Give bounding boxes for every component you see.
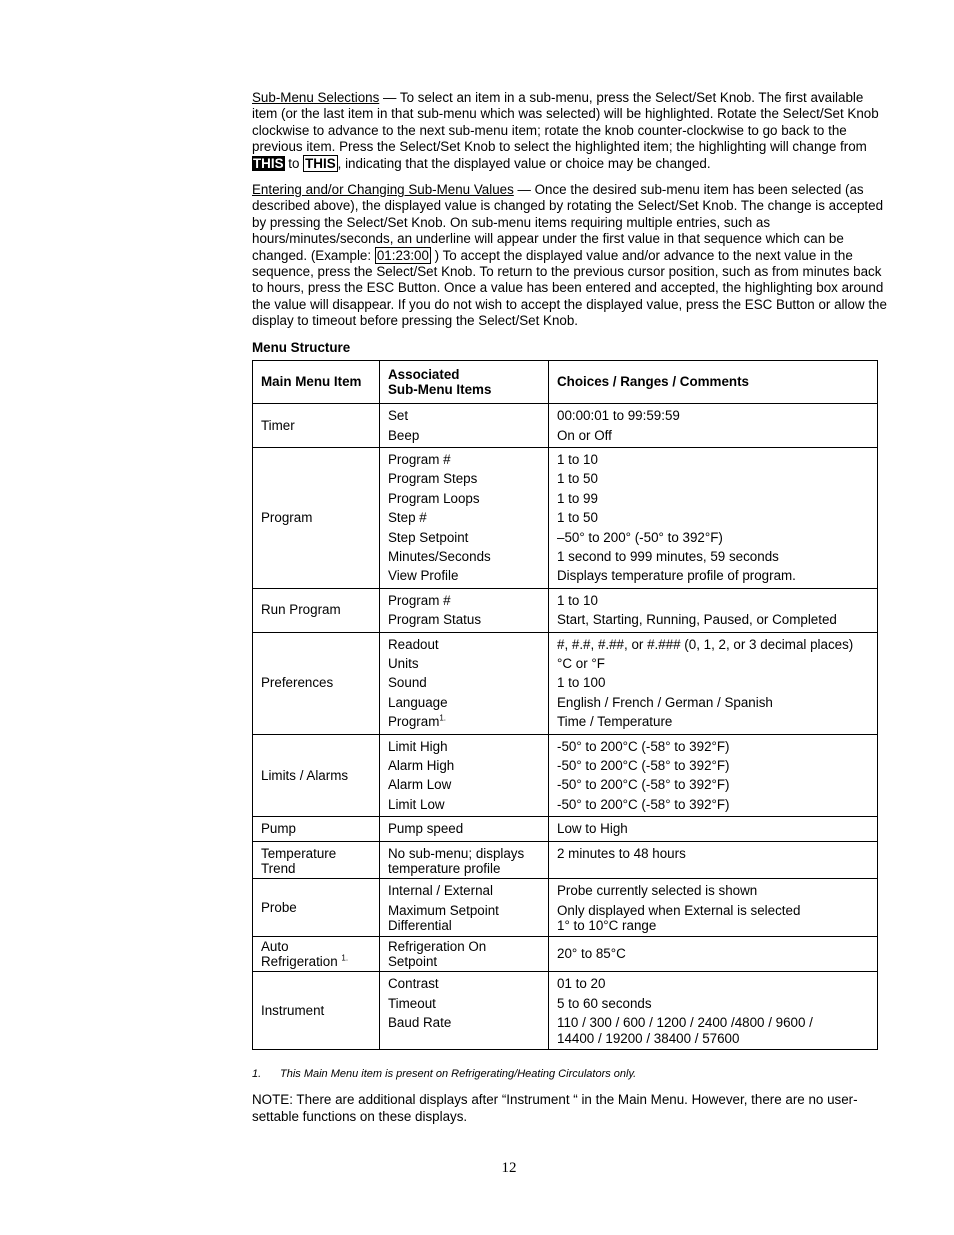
sub-items-program: Program # Program Steps Program Loops Step # Step Setpoint Minutes/Seconds View Profile: [380, 447, 549, 588]
choices-pump: Low to High: [549, 817, 878, 841]
note-paragraph: NOTE: There are additional displays after “Instrument “ in the Main Menu. However, there are no user-settable functions on these displays.: [252, 1092, 858, 1124]
sub-items-temperature-trend: No sub-menu; displays temperature profile: [380, 841, 549, 879]
table-row-program: [253, 447, 878, 588]
sub-items-pump: Pump speed: [380, 817, 549, 841]
header-main-menu-item: Main Menu Item: [253, 361, 380, 404]
choices-instrument: 01 to 20 5 to 60 seconds 110 / 300 / 600 / 1200 / 2400 /4800 / 9600 / 14400 / 19200 / 38400 / 57600: [549, 972, 878, 1049]
footnote-marker: 1.: [341, 953, 349, 963]
page-number: 12: [501, 1160, 517, 1176]
table-header-row: [253, 361, 878, 404]
sub-items-probe: Internal / External Maximum Setpoint Differential: [380, 879, 549, 936]
main-item-temperature-trend: Temperature Trend: [253, 841, 380, 879]
table-row-timer: [253, 404, 878, 448]
main-item-pump: Pump: [253, 817, 380, 841]
table-row-instrument: [253, 972, 878, 1049]
header-sub-menu-items: Associated Sub-Menu Items: [380, 361, 549, 404]
footnote-marker: 1.: [439, 713, 447, 723]
this-inverse-example: THIS: [253, 155, 284, 171]
sub-menu-selections-paragraph: Sub-Menu Selections — To select an item in a sub-menu, press the Select/Set Knob. The first available item (or the last item in that sub-menu which was selected) will be highlighted. Rotate the Select/Set Knob clockwise to advance to the next sub-menu item; rotate the knob counter-clockwise to go back to the previous item. Press the Select/Set Knob to select the highlighted item; the highlighting will change from THIS to THIS , indicating that the displayed value or choice may be changed.: [252, 90, 879, 171]
footnote: 1. This Main Menu item is present on Refrigerating/Heating Circulators only.: [252, 1067, 637, 1080]
main-item-probe: Probe: [253, 879, 380, 936]
table-row-limits-alarms: [253, 734, 878, 817]
sub-items-preferences: Readout Units Sound Language Program$^{1.}$: [380, 632, 549, 734]
table-row-temperature-trend: [253, 841, 878, 879]
sub-items-run-program: Program # Program Status: [380, 588, 549, 632]
choices-preferences: #, #.#, #.##, or #.### (0, 1, 2, or 3 decimal places) °C or °F 1 to 100 English / French / German / Spanish Time / Temperature: [549, 632, 878, 734]
main-item-run-program: Run Program: [253, 588, 380, 632]
main-item-timer: Timer: [253, 404, 380, 448]
sub-items-instrument: Contrast Timeout Baud Rate: [380, 972, 549, 1049]
choices-limits-alarms: -50° to 200°C (-58° to 392°F) -50° to 200°C (-58° to 392°F) -50° to 200°C (-58° to 392°F) -50° to 200°C (-58° to 392°F): [549, 734, 878, 817]
main-item-auto-refrigeration: Auto Refrigeration $^{1.}$: [253, 936, 380, 972]
menu-structure-table: [252, 360, 878, 1050]
sub-items-auto-refrigeration: Refrigeration On Setpoint: [380, 936, 549, 972]
sub-menu-selections-heading: Sub-Menu Selections: [252, 90, 380, 105]
table-row-auto-refrigeration: [253, 936, 878, 972]
time-example-box: 01:23:00: [376, 247, 429, 263]
table-row-preferences: [253, 632, 878, 734]
choices-probe: Probe currently selected is shown Only displayed when External is selected 1° to 10°C range: [549, 879, 878, 936]
main-item-limits-alarms: Limits / Alarms: [253, 734, 380, 817]
header-choices: Choices / Ranges / Comments: [549, 361, 878, 404]
choices-timer: 00:00:01 to 99:59:59 On or Off: [549, 404, 878, 448]
main-item-instrument: Instrument: [253, 972, 380, 1049]
this-boxed-example: THIS: [305, 155, 336, 171]
sub-items-limits-alarms: Limit High Alarm High Alarm Low Limit Low: [380, 734, 549, 817]
sub-items-timer: Set Beep: [380, 404, 549, 448]
table-row-pump: [253, 817, 878, 841]
main-item-preferences: Preferences: [253, 632, 380, 734]
choices-temperature-trend: 2 minutes to 48 hours: [549, 841, 878, 879]
choices-program: 1 to 10 1 to 50 1 to 99 1 to 50 –50° to 200° (-50° to 392°F) 1 second to 999 minutes, 59 seconds Displays temperature profile of program.: [549, 447, 878, 588]
choices-run-program: 1 to 10 Start, Starting, Running, Paused, or Completed: [549, 588, 878, 632]
entering-values-heading: Entering and/or Changing Sub-Menu Values: [252, 182, 514, 198]
main-item-program: Program: [253, 447, 380, 588]
page-content: [252, 90, 890, 1135]
entering-values-paragraph: Entering and/or Changing Sub-Menu Values — Once the desired sub-menu item has been selected (as described above), the displayed value is changed by rotating the Select/Set Knob. The change is accepted by pressing the Select/Set Knob. On sub-menu items requiring multiple entries, such as hours/minutes/seconds, an underline will appear under the first value in that sequence which can be changed. (Example: 01:23:00 ) To accept the displayed value and/or advance to the next value in the sequence, press the Select/Set Knob. To return to the previous cursor position, such as from minutes back to hours, press the ESC Button. Once a value has been entered and accepted, the highlighting box around the value will disappear. If you do not wish to accept the displayed value, press the ESC Button or allow the display to timeout before pressing the Select/Set Knob.: [252, 182, 887, 329]
table-row-run-program: [253, 588, 878, 632]
table-row-probe: [253, 879, 878, 936]
menu-structure-title: Menu Structure: [252, 339, 351, 355]
choices-auto-refrigeration: 20° to 85°C: [549, 936, 878, 972]
